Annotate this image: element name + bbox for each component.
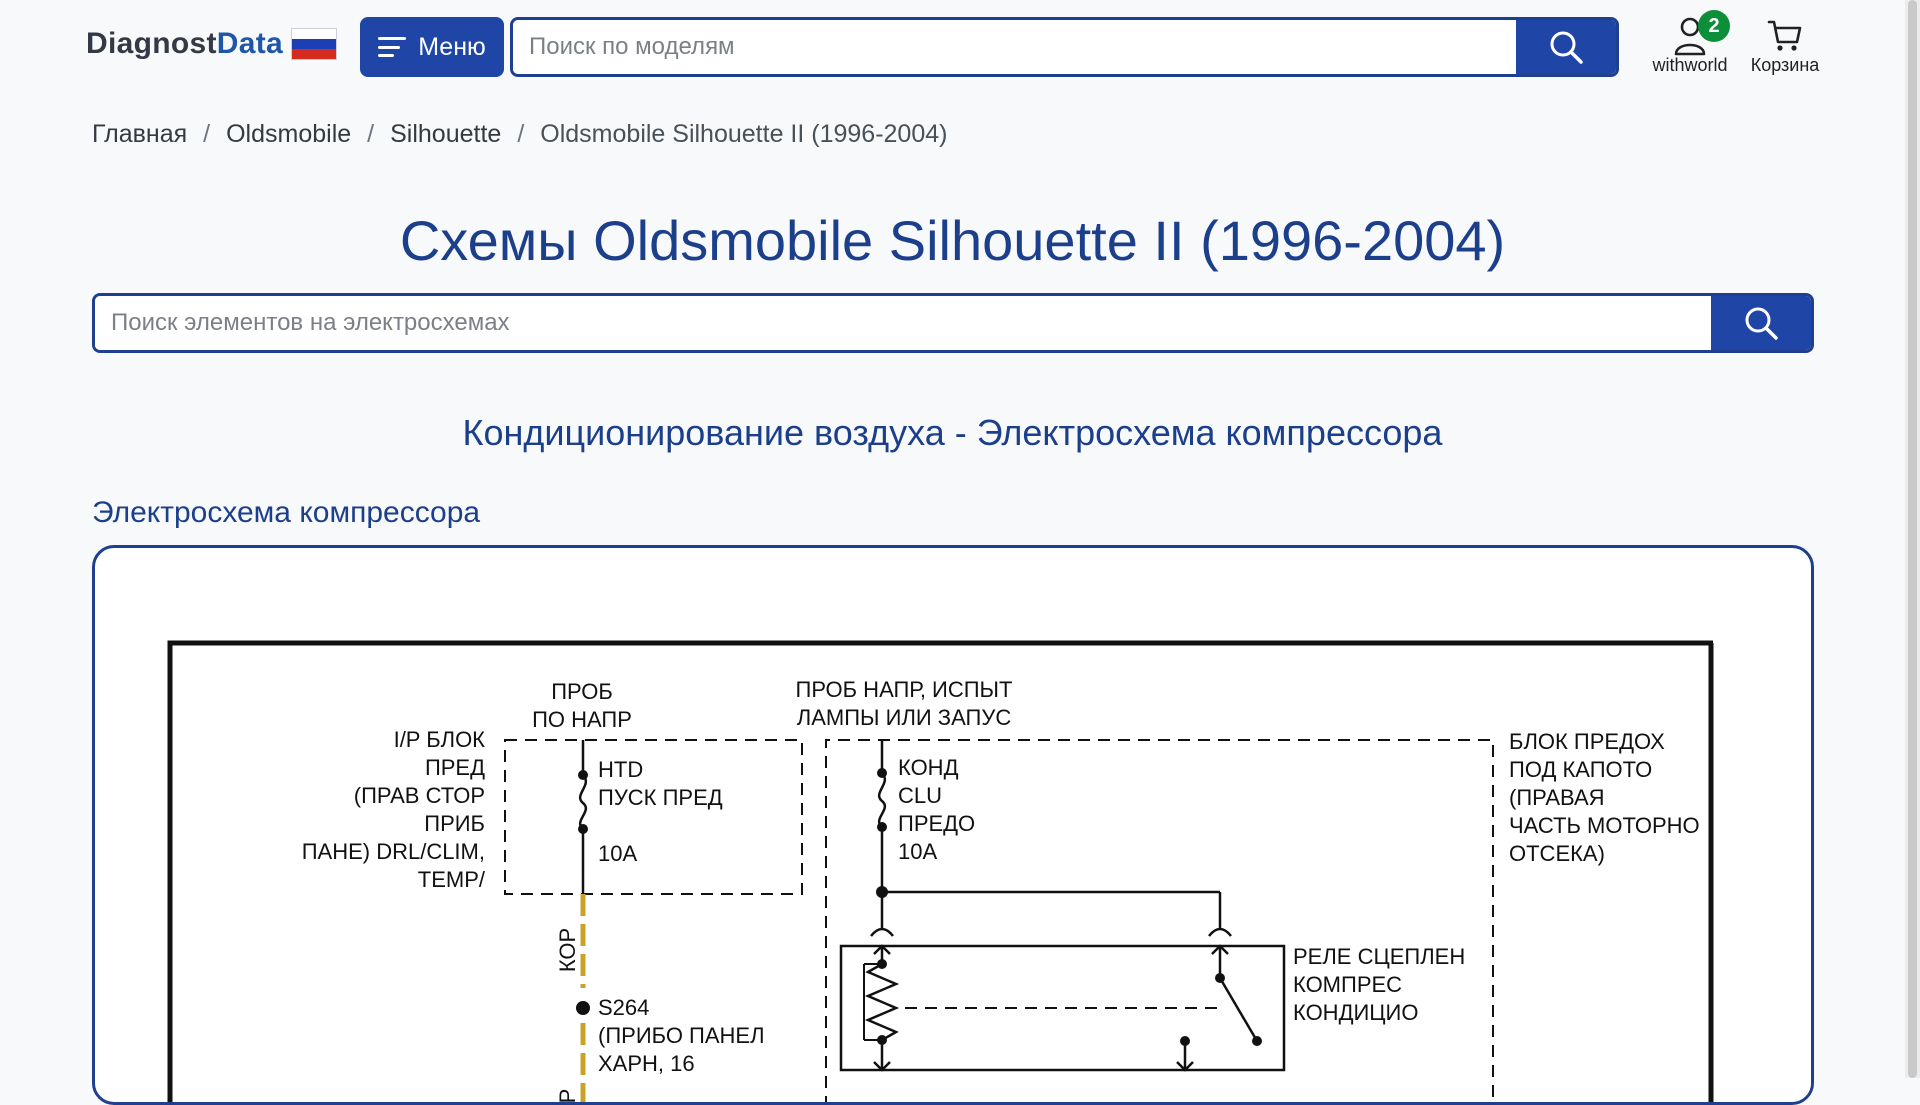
label-fuse-kond-3: ПРЕДО [898,811,976,836]
breadcrumb-separator: / [367,120,375,148]
label-splice-2: (ПРИБО ПАНЕЛ [598,1023,765,1048]
label-ip-block-1: I/P БЛОК [393,727,485,752]
wiring-diagram[interactable] [95,548,1811,1105]
label-prob-po-napr-2: ПО НАПР [532,707,632,732]
element-search-bar [92,293,1814,353]
breadcrumb-separator: / [203,120,211,148]
cart-icon [1767,18,1803,54]
scrollbar-thumb[interactable] [1908,0,1917,1078]
russia-flag-icon [291,28,337,60]
splice-s264 [576,1001,590,1015]
label-relay-3: КОНДИЦИО [1293,1000,1419,1025]
label-splice-1: S264 [598,995,650,1020]
fuse-htd-symbol [580,775,586,829]
relay-switch-blade [1220,978,1257,1041]
label-ip-block-4: ПРИБ [424,811,485,836]
notification-badge: 2 [1698,10,1730,42]
model-search-input[interactable] [513,20,1516,74]
connector-symbol [1209,929,1231,936]
hamburger-icon [378,37,406,57]
breadcrumb [92,120,947,149]
breadcrumb-current: Oldsmobile Silhouette II (1996-2004) [540,120,948,148]
label-underhood-3: (ПРАВАЯ [1509,785,1605,810]
label-underhood-5: ОТСЕКА) [1509,841,1605,866]
model-search-button[interactable] [1516,20,1616,74]
breadcrumb-home[interactable]: Главная [92,120,188,148]
label-fuse-kond-4: 10A [898,839,938,864]
label-ip-block-6: TEMP/ [417,867,485,892]
cart-label: Корзина [1750,55,1820,75]
site-logo[interactable] [86,22,337,66]
menu-button[interactable] [360,17,504,77]
cart-button[interactable] [1745,10,1825,80]
label-ip-block-3: (ПРАВ СТОР [353,783,485,808]
label-relay-2: КОМПРЕС [1293,972,1403,997]
label-fuse-htd-2: ПУСК ПРЕД [598,785,723,810]
breadcrumb-make[interactable]: Oldsmobile [226,120,352,148]
menu-button-label: Меню [418,32,486,61]
label-fuse-htd-1: HTD [598,757,644,782]
relay-coil [868,964,896,1040]
model-search-bar [510,17,1619,77]
label-fuse-kond-2: CLU [898,783,943,808]
logo-text: DiagnostData [86,27,283,60]
label-fuse-kond-1: КОНД [898,755,959,780]
label-underhood-2: ПОД КАПОТО [1509,757,1653,782]
label-prob-po-napr-1: ПРОБ [551,679,613,704]
label-fuse-htd-3: 10A [598,841,638,866]
breadcrumb-separator: / [517,120,525,148]
element-search-button[interactable] [1711,296,1811,350]
label-ip-block-5: ПАНЕ) DRL/CLIM, [301,839,485,864]
label-wire-color: КОР [555,927,580,973]
page-title: Схемы Oldsmobile Silhouette II (1996-2004) [399,209,1506,272]
label-underhood-4: ЧАСТЬ МОТОРНО [1509,813,1700,838]
connector-symbol [871,929,893,936]
page-scrollbar[interactable] [1905,0,1920,1078]
label-relay-1: РЕЛЕ СЦЕПЛЕН [1293,944,1466,969]
fuse-kond-symbol [879,773,885,827]
user-account[interactable] [1645,10,1735,80]
label-underhood-1: БЛОК ПРЕДОХ [1509,729,1665,754]
section-title: Кондиционирование воздуха - Электросхема компрессора [462,412,1443,453]
breadcrumb-model[interactable]: Silhouette [390,120,502,148]
search-icon [1548,29,1584,65]
subsection-title: Электросхема компрессора [92,496,481,529]
label-prob-napr-ispyt-2: ЛАМПЫ ИЛИ ЗАПУС [796,705,1012,730]
user-name: withworld [1652,55,1728,75]
search-icon [1743,305,1779,341]
label-ip-block-2: ПРЕД [424,755,485,780]
label-wire-color-2: Р [555,1088,580,1104]
element-search-input[interactable] [95,296,1711,350]
label-prob-napr-ispyt-1: ПРОБ НАПР, ИСПЫТ [795,677,1013,702]
wiring-diagram-card [92,545,1814,1105]
ip-block-outline [505,740,802,894]
label-splice-3: ХАРН, 16 [598,1051,695,1076]
